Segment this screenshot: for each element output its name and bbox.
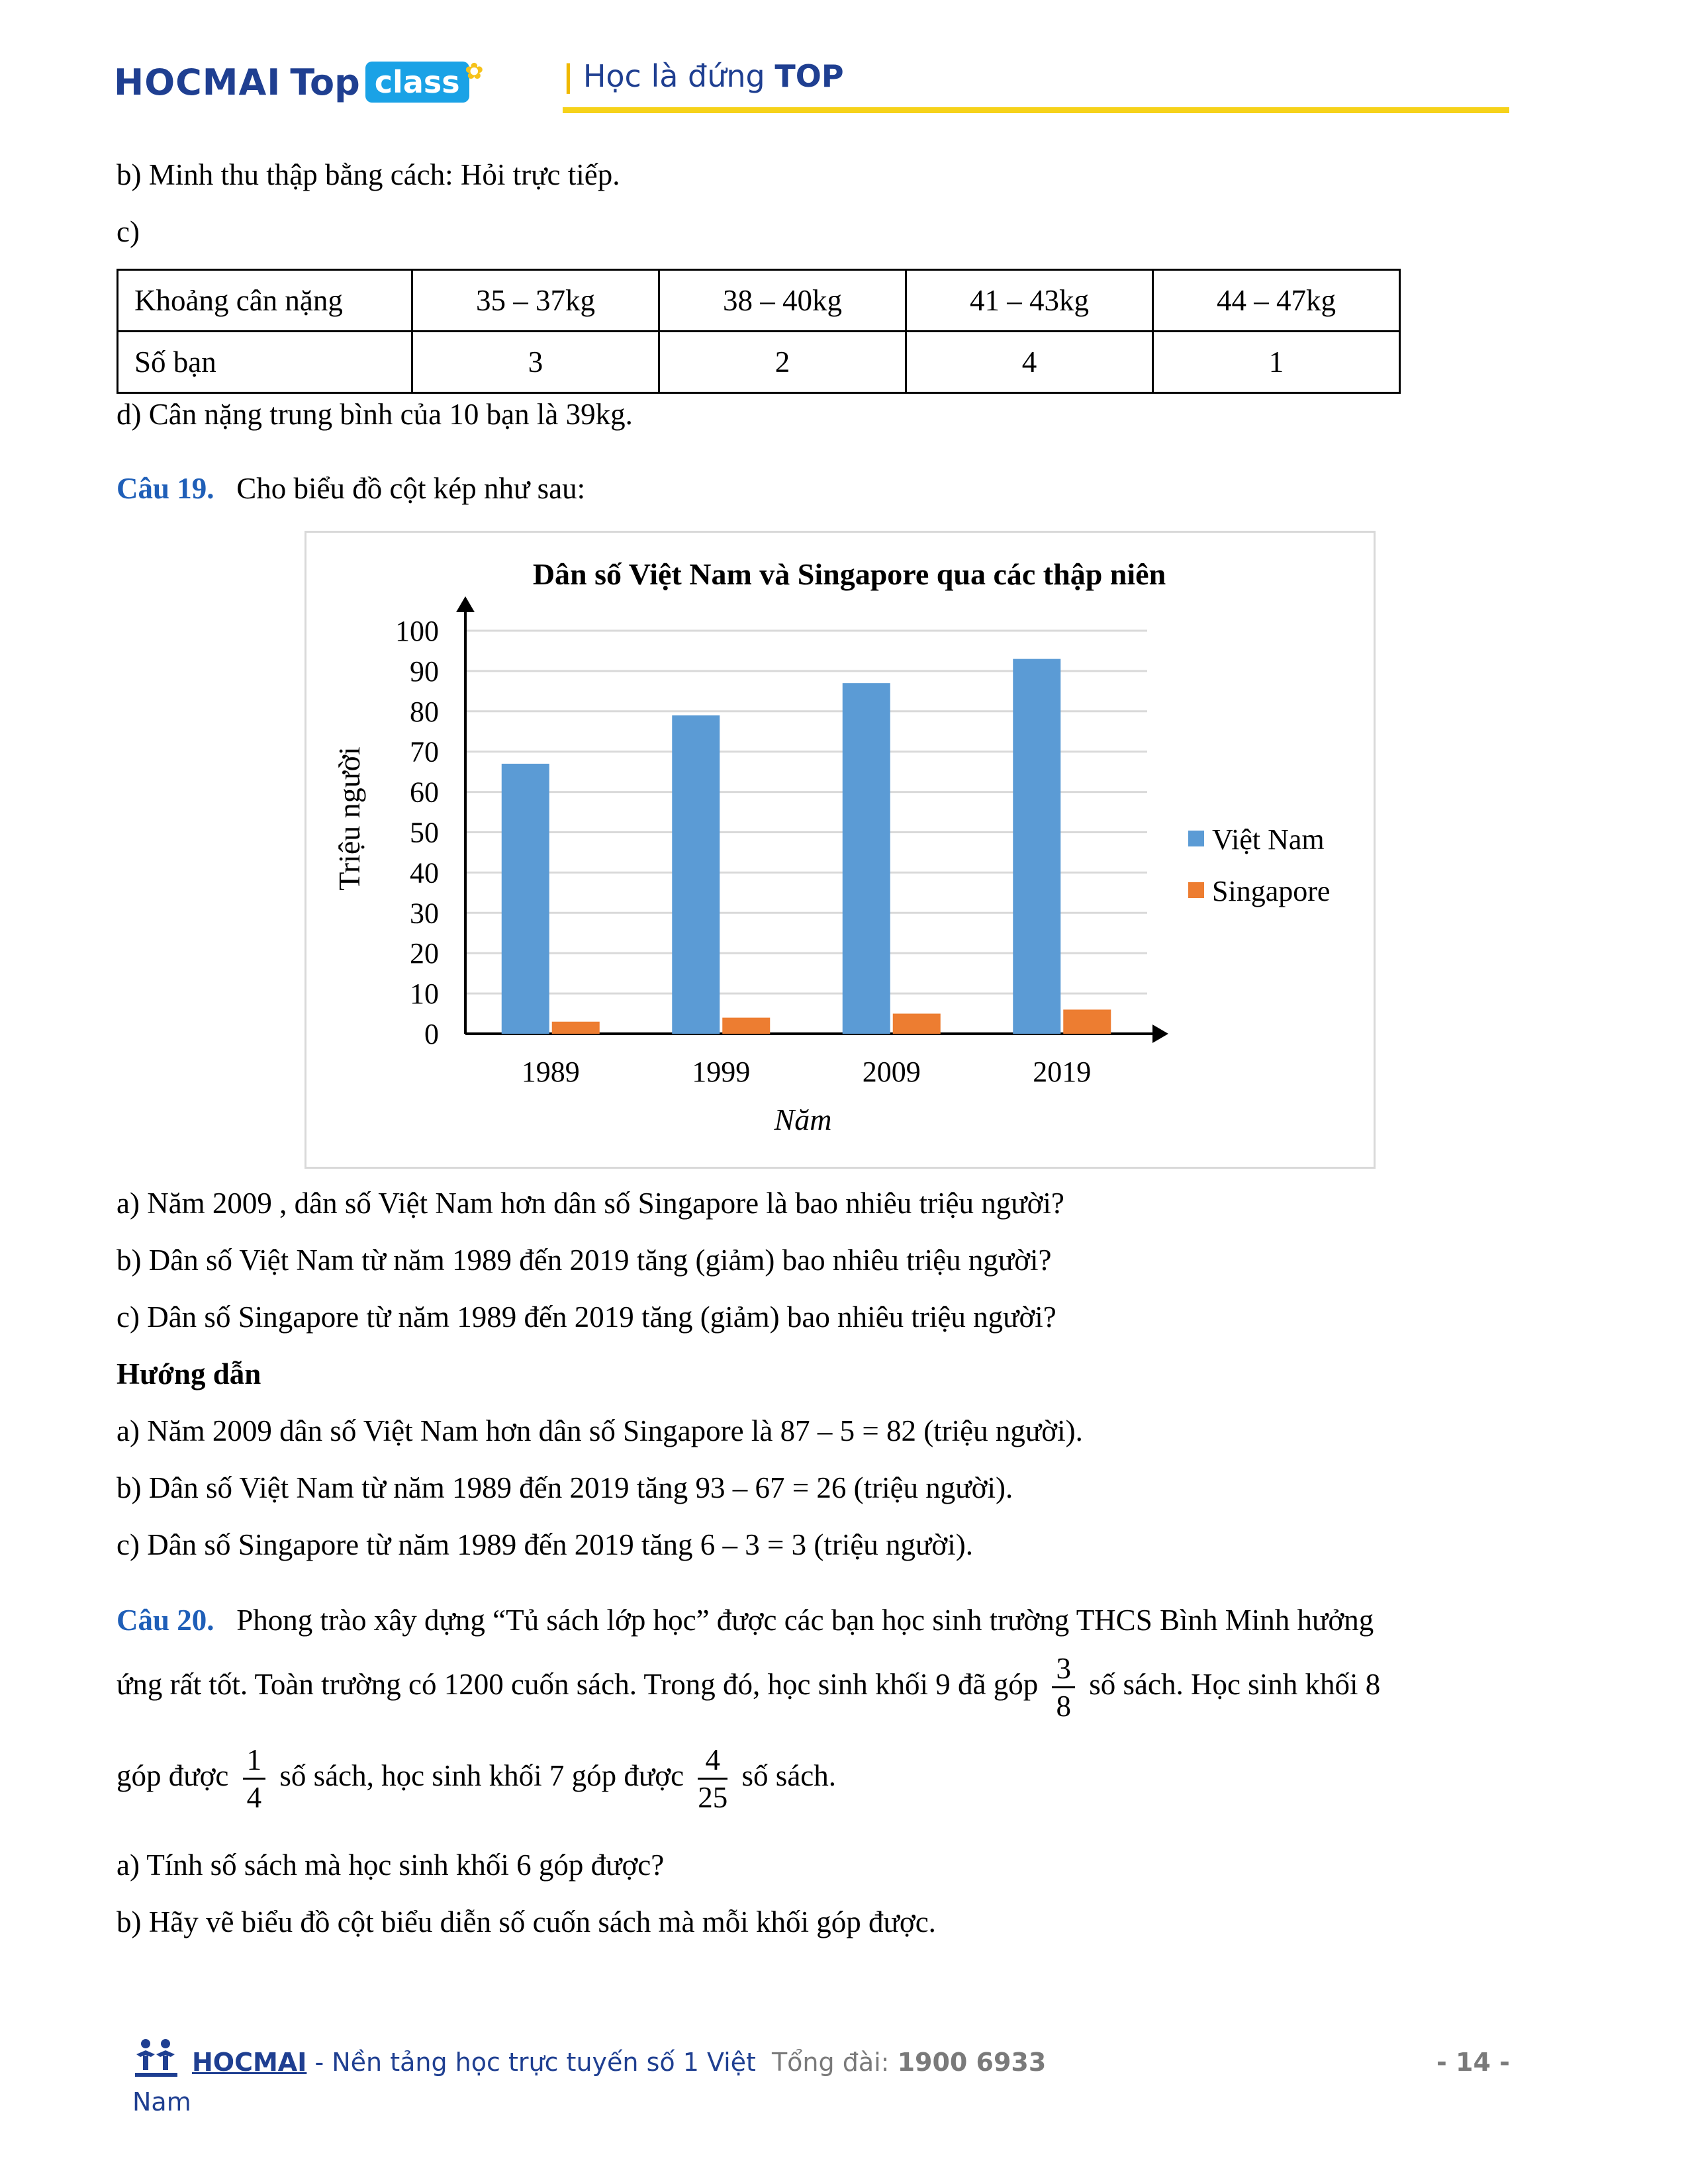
fraction-numerator: 1 [243, 1742, 266, 1780]
question-19-c: c) Dân số Singapore từ năm 1989 đến 2019 tăng (giảm) bao nhiêu triệu người? [117, 1300, 1056, 1334]
question-20-a: a) Tính số sách mà học sinh khối 6 góp được? [117, 1848, 665, 1882]
table-cell: 2 [659, 332, 906, 393]
y-axis-label: Triệu người [332, 747, 366, 891]
logo-hocmai-text: HOCMAI [114, 61, 281, 103]
population-bar-chart [306, 533, 1374, 1167]
page-number: - 14 - [1436, 2048, 1510, 2077]
question-20-text: góp được [117, 1758, 229, 1792]
y-tick-label: 60 [410, 776, 439, 809]
legend-label: Singapore [1212, 875, 1331, 907]
x-tick-label: 1989 [521, 1056, 580, 1088]
y-tick-label: 40 [410, 856, 439, 889]
hocmai-people-icon [131, 2037, 181, 2083]
footer-brand-link[interactable]: HOCMAI [192, 2048, 307, 2077]
question-19 [117, 470, 585, 507]
question-20-text: số sách, học sinh khối 7 góp được [279, 1758, 684, 1792]
question-20-text: số sách. [741, 1758, 837, 1792]
prev-answer-d: d) Cân nặng trung bình của 10 bạn là 39kg. [117, 398, 633, 431]
star-icon: ✿ [465, 58, 484, 85]
fraction-denominator: 4 [246, 1781, 262, 1814]
logo-class-text: class [374, 64, 460, 100]
table-cell: 44 – 47kg [1153, 270, 1400, 332]
y-tick-label: 20 [410, 937, 439, 970]
y-tick-label: 90 [410, 655, 439, 688]
y-tick-label: 30 [410, 897, 439, 930]
question-20-text: ứng rất tốt. Toàn trường có 1200 cuốn sách. Trong đó, học sinh khối 9 đã góp [117, 1667, 1039, 1701]
table-cell: 41 – 43kg [906, 270, 1153, 332]
y-tick-label: 70 [410, 735, 439, 768]
chart-title: Dân số Việt Nam và Singapore qua các thập niên [532, 557, 1166, 591]
x-axis-label: Năm [774, 1103, 832, 1136]
question-19-label: Câu 19. [117, 472, 214, 505]
y-tick-label: 100 [395, 615, 439, 647]
bar-việt-nam [672, 715, 720, 1034]
table-row [118, 270, 1400, 332]
prev-answer-c: c) [117, 215, 140, 248]
fraction-3-8 [1052, 1651, 1075, 1724]
prev-answer-b: b) Minh thu thập bằng cách: Hỏi trực tiếp. [117, 158, 620, 191]
header-tagline [563, 58, 844, 94]
question-20-text: Phong trào xây dựng “Tủ sách lớp học” được các bạn học sinh trường THCS Bình Minh hưởng [236, 1604, 1374, 1637]
bar-singapore [1063, 1009, 1111, 1034]
table-cell: 4 [906, 332, 1153, 393]
guide-answer-b: b) Dân số Việt Nam từ năm 1989 đến 2019 tăng 93 – 67 = 26 (triệu người). [117, 1471, 1013, 1504]
table-cell: 38 – 40kg [659, 270, 906, 332]
guide-answer-a: a) Năm 2009 dân số Việt Nam hơn dân số Singapore là 87 – 5 = 82 (triệu người). [117, 1414, 1083, 1447]
bar-singapore [552, 1022, 600, 1034]
x-tick-label: 1999 [692, 1056, 751, 1088]
fraction-4-25 [698, 1742, 727, 1815]
question-20-b: b) Hãy vẽ biểu đồ cột biểu diễn số cuốn sách mà mỗi khối góp được. [117, 1905, 936, 1938]
footer-hotline-label: Tổng đài: [771, 2048, 890, 2077]
hocmai-topclass-logo [114, 56, 484, 109]
x-axis-arrow [1152, 1024, 1168, 1043]
x-tick-label: 2009 [862, 1056, 921, 1088]
table-cell: Số bạn [118, 332, 412, 393]
weight-table [117, 269, 1401, 394]
bar-việt-nam [843, 683, 890, 1034]
guide-answer-c: c) Dân số Singapore từ năm 1989 đến 2019 tăng 6 – 3 = 3 (triệu người). [117, 1528, 973, 1561]
footer-nam: Nam [132, 2087, 191, 2116]
legend-swatch [1188, 831, 1204, 846]
header-underline [563, 107, 1509, 113]
bar-singapore [893, 1014, 941, 1034]
footer-tagline: - Nền tảng học trực tuyến số 1 Việt [306, 2048, 756, 2077]
table-cell: 35 – 37kg [412, 270, 659, 332]
bar-việt-nam [1013, 659, 1060, 1034]
legend-label: Việt Nam [1212, 823, 1325, 856]
chart-legend [1188, 823, 1330, 907]
fraction-numerator: 4 [698, 1742, 727, 1780]
fraction-numerator: 3 [1052, 1651, 1075, 1688]
y-axis-arrow [456, 596, 475, 612]
fraction-denominator: 25 [698, 1781, 728, 1814]
question-20-label: Câu 20. [117, 1604, 214, 1637]
fraction-denominator: 8 [1056, 1690, 1071, 1723]
footer-text [192, 2048, 1046, 2077]
table-row [118, 332, 1400, 393]
fraction-1-4 [243, 1742, 266, 1815]
y-tick-label: 0 [424, 1018, 439, 1050]
guide-heading: Hướng dẫn [117, 1357, 261, 1390]
question-20-line1 [117, 1602, 1374, 1639]
x-tick-label: 2019 [1033, 1056, 1092, 1088]
question-20-line2 [117, 1651, 1380, 1724]
bar-singapore [722, 1018, 770, 1034]
question-19-a: a) Năm 2009 , dân số Việt Nam hơn dân số Singapore là bao nhiêu triệu người? [117, 1187, 1064, 1220]
question-20-text: số sách. Học sinh khối 8 [1089, 1667, 1381, 1701]
table-cell: 1 [1153, 332, 1400, 393]
question-20-line3 [117, 1742, 836, 1815]
table-cell: 3 [412, 332, 659, 393]
divider-bar: | [563, 58, 574, 94]
legend-swatch [1188, 882, 1204, 898]
bar-việt-nam [502, 764, 549, 1034]
logo-top-text: Top [290, 61, 360, 103]
chart-frame [305, 531, 1376, 1169]
table-cell: Khoảng cân nặng [118, 270, 412, 332]
y-tick-label: 10 [410, 978, 439, 1011]
y-tick-label: 50 [410, 816, 439, 849]
y-tick-label: 80 [410, 695, 439, 728]
footer-hotline: 1900 6933 [897, 2048, 1047, 2077]
question-19-b: b) Dân số Việt Nam từ năm 1989 đến 2019 tăng (giảm) bao nhiêu triệu người? [117, 1244, 1052, 1277]
tagline-prefix: Học là đứng [583, 58, 765, 94]
question-19-text: Cho biểu đồ cột kép như sau: [236, 472, 586, 505]
logo-class-badge [365, 58, 484, 103]
tagline-top: TOP [774, 58, 844, 94]
